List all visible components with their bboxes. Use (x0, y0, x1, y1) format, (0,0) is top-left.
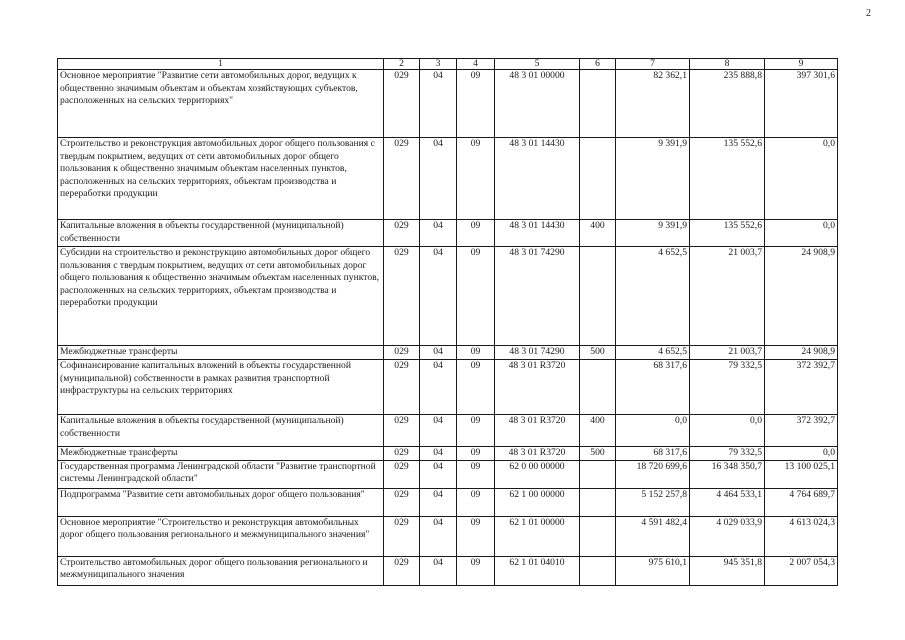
cell-code-2: 029 (384, 488, 420, 516)
cell-code-3: 04 (420, 516, 457, 556)
cell-value-8: 945 351,8 (690, 556, 765, 585)
column-header-3: 3 (420, 59, 457, 70)
cell-code-5: 62 1 01 00000 (495, 516, 580, 556)
cell-code-4: 09 (457, 516, 495, 556)
cell-code-5: 48 3 01 R3720 (495, 447, 580, 461)
table-row (58, 220, 838, 247)
cell-value-9: 0,0 (765, 138, 838, 220)
table-header-row (58, 59, 838, 70)
cell-code-3: 04 (420, 346, 457, 360)
cell-value-8: 16 348 350,7 (690, 460, 765, 488)
column-header-7: 7 (616, 59, 690, 70)
cell-code-5: 62 1 01 04010 (495, 556, 580, 585)
cell-code-4: 09 (457, 460, 495, 488)
cell-code-3: 04 (420, 447, 457, 461)
cell-code-6 (580, 138, 616, 220)
cell-value-7: 9 391,9 (616, 138, 690, 220)
cell-value-7: 5 152 257,8 (616, 488, 690, 516)
cell-code-3: 04 (420, 460, 457, 488)
cell-code-6 (580, 70, 616, 138)
cell-value-9: 13 100 025,1 (765, 460, 838, 488)
column-header-4: 4 (457, 59, 495, 70)
cell-code-2: 029 (384, 556, 420, 585)
cell-value-7: 975 610,1 (616, 556, 690, 585)
cell-code-4: 09 (457, 70, 495, 138)
cell-code-6 (580, 556, 616, 585)
table-row (58, 488, 838, 516)
cell-code-5: 48 3 01 74290 (495, 247, 580, 346)
table-row (58, 346, 838, 360)
cell-code-2: 029 (384, 220, 420, 247)
cell-code-6: 400 (580, 415, 616, 447)
cell-value-9: 0,0 (765, 447, 838, 461)
cell-code-6 (580, 516, 616, 556)
table-row (58, 70, 838, 138)
row-description: Капитальные вложения в объекты государственной (муниципальной) собственности (58, 220, 384, 247)
cell-value-8: 135 552,6 (690, 220, 765, 247)
table-row (58, 556, 838, 585)
row-description: Межбюджетные трансферты (58, 447, 384, 461)
cell-code-2: 029 (384, 138, 420, 220)
cell-code-6: 400 (580, 220, 616, 247)
cell-code-4: 09 (457, 556, 495, 585)
cell-code-6: 500 (580, 447, 616, 461)
cell-code-2: 029 (384, 70, 420, 138)
cell-code-3: 04 (420, 138, 457, 220)
cell-code-5: 62 1 00 00000 (495, 488, 580, 516)
cell-code-2: 029 (384, 360, 420, 415)
cell-value-9: 2 007 054,3 (765, 556, 838, 585)
table-row (58, 516, 838, 556)
cell-code-5: 62 0 00 00000 (495, 460, 580, 488)
cell-code-5: 48 3 01 14430 (495, 138, 580, 220)
cell-code-3: 04 (420, 488, 457, 516)
column-header-2: 2 (384, 59, 420, 70)
row-description: Строительство и реконструкция автомобильных дорог общего пользования с твердым покрытием, ведущих от сети автомобильных дорог общего пользования к общественно значимым объектам населенных пунктов, расположенных на сельских территориях, объектам производства и переработки продукции (58, 138, 384, 220)
row-description: Государственная программа Ленинградской области "Развитие транспортной системы Ленинградской области" (58, 460, 384, 488)
cell-code-2: 029 (384, 415, 420, 447)
row-description: Капитальные вложения в объекты государственной (муниципальной) собственности (58, 415, 384, 447)
cell-code-4: 09 (457, 247, 495, 346)
cell-value-9: 372 392,7 (765, 415, 838, 447)
cell-code-2: 029 (384, 346, 420, 360)
row-description: Строительство автомобильных дорог общего пользования регионального и межмуниципального значения (58, 556, 384, 585)
cell-code-4: 09 (457, 346, 495, 360)
cell-code-5: 48 3 01 R3720 (495, 415, 580, 447)
table-row (58, 415, 838, 447)
cell-code-4: 09 (457, 415, 495, 447)
cell-value-7: 4 652,5 (616, 247, 690, 346)
cell-value-8: 79 332,5 (690, 447, 765, 461)
cell-value-8: 135 552,6 (690, 138, 765, 220)
row-description: Основное мероприятие "Строительство и реконструкция автомобильных дорог общего пользования регионального и межмуниципального значения" (58, 516, 384, 556)
budget-table (57, 58, 838, 586)
cell-value-9: 24 908,9 (765, 247, 838, 346)
row-description: Подпрограмма "Развитие сети автомобильных дорог общего пользования" (58, 488, 384, 516)
cell-value-7: 4 591 482,4 (616, 516, 690, 556)
cell-code-4: 09 (457, 488, 495, 516)
cell-value-7: 18 720 699,6 (616, 460, 690, 488)
row-description: Субсидии на строительство и реконструкцию автомобильных дорог общего пользования с твердым покрытием, ведущих от сети автомобильных дорог общего пользования к общественно значимым объектам населенных пунктов, расположенных на сельских территориях, объектам производства и переработки продукции (58, 247, 384, 346)
cell-value-7: 68 317,6 (616, 360, 690, 415)
cell-value-9: 4 764 689,7 (765, 488, 838, 516)
cell-value-7: 82 362,1 (616, 70, 690, 138)
cell-code-2: 029 (384, 447, 420, 461)
row-description: Софинансирование капитальных вложений в объекты государственной (муниципальной) собственности в рамках развития транспортной инфраструктуры на сельских территориях (58, 360, 384, 415)
cell-code-6 (580, 360, 616, 415)
cell-code-5: 48 3 01 14430 (495, 220, 580, 247)
cell-code-6 (580, 460, 616, 488)
cell-value-7: 4 652,5 (616, 346, 690, 360)
row-description: Межбюджетные трансферты (58, 346, 384, 360)
cell-code-6 (580, 247, 616, 346)
cell-value-8: 235 888,8 (690, 70, 765, 138)
cell-code-4: 09 (457, 360, 495, 415)
table-row (58, 360, 838, 415)
cell-code-3: 04 (420, 247, 457, 346)
column-header-8: 8 (690, 59, 765, 70)
table-row (58, 247, 838, 346)
cell-code-2: 029 (384, 460, 420, 488)
row-description: Основное мероприятие "Развитие сети автомобильных дорог, ведущих к общественно значимым объектам и объектам хозяйствующих субъектов, расположенных на сельских территориях" (58, 70, 384, 138)
cell-value-7: 68 317,6 (616, 447, 690, 461)
table-row (58, 138, 838, 220)
cell-value-9: 4 613 024,3 (765, 516, 838, 556)
column-header-1: 1 (58, 59, 384, 70)
column-header-9: 9 (765, 59, 838, 70)
cell-code-2: 029 (384, 247, 420, 346)
cell-value-9: 24 908,9 (765, 346, 838, 360)
cell-value-7: 0,0 (616, 415, 690, 447)
cell-code-3: 04 (420, 360, 457, 415)
cell-code-5: 48 3 01 74290 (495, 346, 580, 360)
cell-value-9: 0,0 (765, 220, 838, 247)
table-row (58, 447, 838, 461)
cell-value-8: 4 464 533,1 (690, 488, 765, 516)
cell-code-2: 029 (384, 516, 420, 556)
cell-code-3: 04 (420, 220, 457, 247)
cell-value-7: 9 391,9 (616, 220, 690, 247)
cell-code-3: 04 (420, 70, 457, 138)
table-row (58, 460, 838, 488)
cell-value-9: 397 301,6 (765, 70, 838, 138)
cell-code-3: 04 (420, 415, 457, 447)
cell-value-8: 21 003,7 (690, 247, 765, 346)
cell-code-5: 48 3 01 00000 (495, 70, 580, 138)
cell-value-8: 21 003,7 (690, 346, 765, 360)
page-number: 2 (866, 8, 871, 19)
cell-value-8: 79 332,5 (690, 360, 765, 415)
cell-code-4: 09 (457, 447, 495, 461)
column-header-5: 5 (495, 59, 580, 70)
cell-code-6: 500 (580, 346, 616, 360)
column-header-6: 6 (580, 59, 616, 70)
cell-value-9: 372 392,7 (765, 360, 838, 415)
cell-code-5: 48 3 01 R3720 (495, 360, 580, 415)
cell-code-4: 09 (457, 220, 495, 247)
cell-value-8: 4 029 033,9 (690, 516, 765, 556)
cell-code-6 (580, 488, 616, 516)
cell-code-3: 04 (420, 556, 457, 585)
cell-code-4: 09 (457, 138, 495, 220)
cell-value-8: 0,0 (690, 415, 765, 447)
